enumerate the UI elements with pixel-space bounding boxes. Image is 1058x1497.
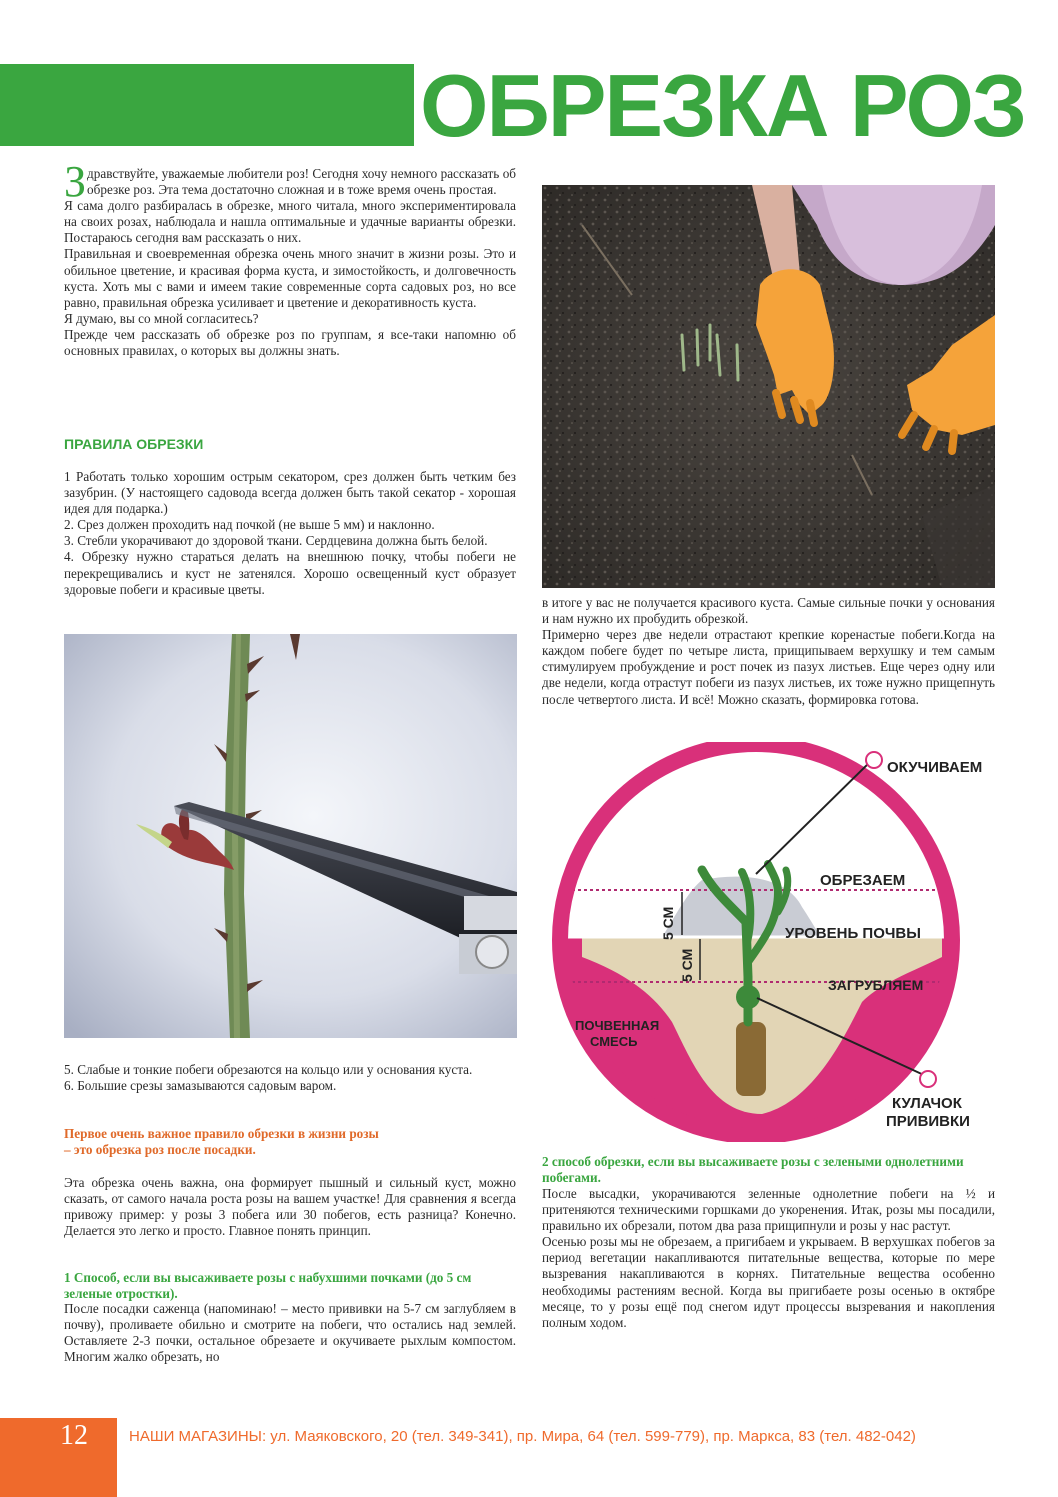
method2-text — [542, 1186, 995, 1366]
rule-item: 2. Срез должен проходить над почкой (не выше 5 мм) и наклонно. — [64, 517, 435, 533]
intro-first-text: дравствуйте, уважаемые любители роз! Сегодня хочу немного рассказать об обрезке роз. Эта тема достаточно сложная и в тоже время очень простая. — [87, 166, 516, 198]
method2-paragraph: Осенью розы мы не обрезаем, а пригибаем и укрываем. В верхушках побегов за период вегетации накапливаются питательные вещества, которые по мере вызревания накапливаются в корнях. Питательные вещества особенно необходимы растениям весной. Когда вы пригибаете розы осенью в октябре месяце, то у розы ещё под снегом идут процессы вызревания и накопления полным ходом. — [542, 1234, 995, 1330]
rule-item: 4. Обрезку нужно стараться делать на внешнюю почку, чтобы побеги не перекрещивались и куст не затенялся. Хорошо освещенный куст образует здоровые побеги и красивые цветы. — [64, 549, 516, 597]
important-note — [64, 1126, 516, 1160]
intro-paragraph: Правильная и своевременная обрезка очень много значит в жизни розы. Это и обильное цветение, и красивая форма куста, и зимостойкость, и долговечность куста. Хоть мы с вами и имеем такие современные сорта садовых роз, но все равно, правильная обрезка усиливает и цветение и декоративность куста. — [64, 246, 516, 310]
planting-diagram-svg — [542, 742, 995, 1142]
important-note-line1: Первое очень важное правило обрезки в жизни розы — [64, 1126, 379, 1141]
rule-item: 6. Большие срезы замазываются садовым варом. — [64, 1078, 337, 1094]
intro-first-paragraph — [64, 157, 516, 206]
planting-diagram — [542, 742, 995, 1142]
continuation-paragraph: в итоге у вас не получается красивого куста. Самые сильные почки у основания и нам нужно их пробудить обрезкой. — [542, 595, 995, 627]
rules-list — [64, 469, 516, 619]
pruning-shears-illustration — [64, 634, 517, 1038]
intro-paragraph: Я думаю, вы со мной согласитесь? — [64, 310, 259, 326]
page-number: 12 — [60, 1420, 88, 1451]
pruning-photo — [64, 634, 517, 1038]
rule-item: 3. Стебли укорачивают до здоровой ткани. Сердцевина должна быть белой. — [64, 533, 488, 549]
rule-item: 5. Слабые и тонкие побеги обрезаются на кольцо или у основания куста. — [64, 1062, 473, 1077]
label-obrezaem: ОБРЕЗАЕМ — [820, 872, 906, 889]
label-smes-line2: СМЕСЬ — [590, 1034, 638, 1049]
right-column-text — [542, 595, 995, 725]
important-note-line2: – это обрезка роз после посадки. — [64, 1142, 256, 1158]
footer-stores: НАШИ МАГАЗИНЫ: ул. Маяковского, 20 (тел. 349-341), пр. Мира, 64 (тел. 599-779), пр. Маркса, 83 (тел. 482-042) — [129, 1428, 916, 1445]
rule-item: 1 Работать только хорошим острым секатором, срез должен быть четким без зазубрин. (У настоящего садовода всегда должен быть такой секатор - хорошая идея для подарка.) — [64, 469, 516, 517]
planting-hands-illustration — [542, 185, 995, 588]
rules-heading: ПРАВИЛА ОБРЕЗКИ — [64, 436, 204, 452]
label-kulachok-line2: ПРИВИВКИ — [886, 1113, 970, 1130]
label-zagrublyaem: ЗАГРУБЛЯЕМ — [828, 977, 924, 993]
label-uroven-pochvy: УРОВЕНЬ ПОЧВЫ — [785, 925, 921, 942]
intro-paragraph: Прежде чем рассказать об обрезке роз по группам, я все-таки напомню об основных правилах, о которых вы должны знать. — [64, 326, 516, 359]
drop-cap: З — [64, 157, 87, 206]
label-okuchivaem: ОКУЧИВАЕМ — [887, 759, 983, 776]
rules-list-continued — [64, 1062, 516, 1112]
label-smes-line1: ПОЧВЕННАЯ — [575, 1018, 660, 1033]
important-paragraph: Эта обрезка очень важна, она формирует пышный и сильный куст, можно сказать, от самого начала роста розы на вашем участке! Для сравнения я всегда привожу пример: у розы 3 побега или 30 побегов, есть разница? Конечно. Делается это легко и просто. Главное понять принцип. — [64, 1175, 516, 1239]
header-green-bar — [0, 64, 414, 146]
method1-paragraph: После посадки саженца (напоминаю! – место прививки на 5-7 см заглубляем в почву), проливаете обильно и смотрите на побеги, что остались над землей. Оставляете 2-3 почки, остальное обрезаете и окучиваете рыхлым компостом. Многим жалко обрезать, но — [64, 1301, 516, 1365]
right-paragraph: Примерно через две недели отрастают крепкие коренастые побеги.Когда на каждом побеге будет по четыре листа, прищипываем верхушку и тем самым стимулируем пробуждение и рост почек из пазух листьев. Еще через одну или две недели, когда отрастут побеги из пазух листьев, их тоже нужно прищепнуть после четвертого листа. И всё! Можно сказать, формировка готова. — [542, 627, 995, 707]
page-title: ОБРЕЗКА РОЗ — [420, 56, 1026, 155]
method2-paragraph: После высадки, укорачиваются зеленные однолетние побеги на ½ и притеняются техническими горшками до укоренения. Итак, розы мы посадили, правильно их обрезали, потом два раза прищипнули и розы у нас растут. — [542, 1186, 995, 1234]
planting-photo — [542, 185, 995, 588]
dim-upper-label: 5 СМ — [660, 906, 676, 940]
method1-heading: 1 Способ, если вы высаживаете розы с набухшими почками (до 5 см зеленые отростки). — [64, 1270, 472, 1302]
dim-lower-label: 5 СМ — [679, 948, 695, 982]
label-kulachok-line1: КУЛАЧОК — [892, 1095, 962, 1112]
method2-heading: 2 способ обрезки, если вы высаживаете розы с зелеными однолетними побегами. — [542, 1154, 964, 1186]
intro-paragraph: Я сама долго разбиралась в обрезке, много читала, много экспериментировала на своих розах, наблюдала и нашла оптимальные и удачные варианты обрезки. Постараюсь сегодня вам рассказать о них. — [64, 198, 516, 246]
intro-text — [64, 157, 516, 426]
